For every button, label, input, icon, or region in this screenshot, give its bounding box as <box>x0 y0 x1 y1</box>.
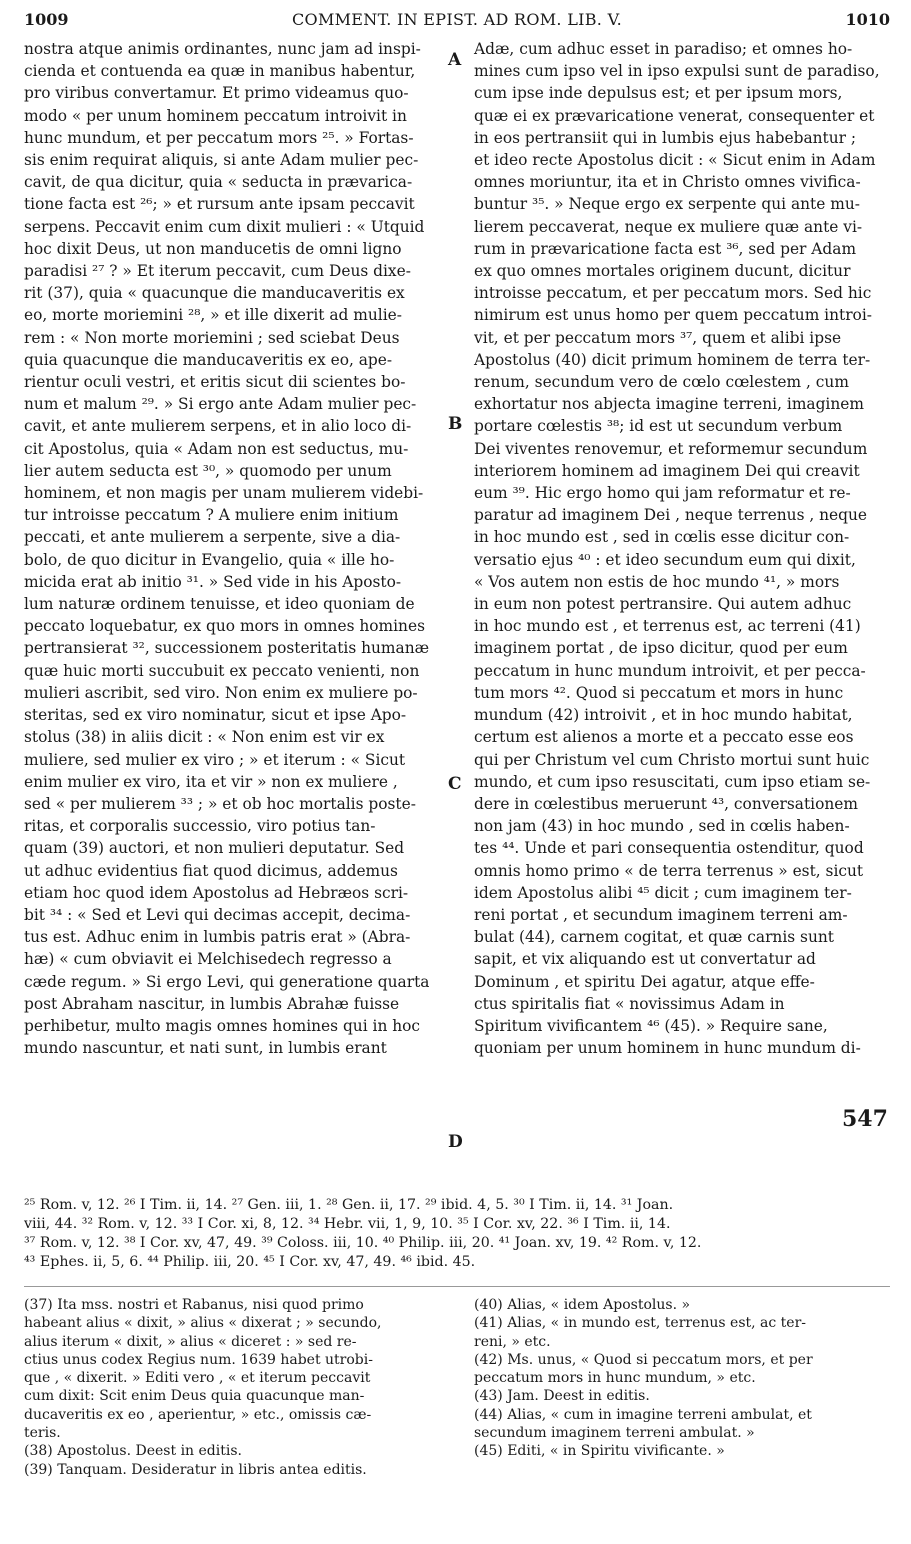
page-number-right: 1010 <box>845 10 890 29</box>
margin-marker-c: C <box>448 774 462 794</box>
main-column-left: nostra atque animis ordinantes, nunc jam ad inspi- cienda et contuenda ea quæ in manibus habentur, pro viribus convertamur. Et primo videamus quo- modo « per unum hominem peccatum introivit in hunc mundum, et per peccatum mors ²⁵. » Fortas- sis enim requirat aliquis, si ante Adam mulier pec- cavit, de qua dicitur, quia « seducta in prævarica- tione facta est ²⁶; » et rursum ante ipsam peccavit serpens. Peccavit enim cum dixit mulieri : « Utquid hoc dixit Deus, ut non manducetis de omni ligno paradisi ²⁷ ? » Et iterum peccavit, cum Deus dixe- rit (37), quia « quacunque die manducaveritis ex eo, morte moriemini ²⁸, » et ille dixerit ad mulie- rem : « Non morte moriemini ; sed sciebat Deus quia quacunque die manducaveritis ex eo, ape- rientur oculi vestri, et eritis sicut dii scientes bo- num et malum ²⁹. » Si ergo ante Adam mulier pec- cavit, et ante mulierem serpens, et in alio loco di- cit Apostolus, quia « Adam non est seductus, mu- lier autem seducta est ³⁰, » quomodo per unum hominem, et non magis per unam mulierem videbi- tur introisse peccatum ? A muliere enim initium peccati, et ante mulierem a serpente, sive a dia- bolo, de quo dicitur in Evangelio, quia « ille ho- micida erat ab initio ³¹. » Sed vide in his Aposto- lum naturæ ordinem tenuisse, et ideo quoniam de peccato loquebatur, ex quo mors in omnes homines pertransierat ³², successionem posteritatis humanæ quæ huic morti succubuit ex peccato venienti, non mulieri ascribit, sed viro. Non enim ex muliere po- steritas, sed ex viro nominatur, sicut et ipse Apo- stolus (38) in aliis dicit : « Non enim est vir ex muliere, sed mulier ex viro ; » et iterum : « Sicut enim mulier ex viro, ita et vir » non ex muliere , sed « per mulierem ³³ ; » et ob hoc mortalis poste- ritas, et corporalis successio, viro potius tan- quam (39) auctori, et non mulieri deputatur. Sed ut adhuc evidentius fiat quod dicimus, addemus etiam hoc quod idem Apostolus ad Hebræos scri- bit ³⁴ : « Sed et Levi qui decimas accepit, decima- tus est. Adhuc enim in lumbis patris erat » (Abra- hæ) « cum obviavit ei Melchisedech regresso a cæde regum. » Si ergo Levi, qui generatione quarta post Abraham nascitur, in lumbis Abrahæ fuisse perhibetur, multo magis omnes homines qui in hoc mundo nascuntur, et nati sunt, in lumbis erant <box>24 40 430 1058</box>
editorial-notes-right: (40) Alias, « idem Apostolus. » (41) Alias, « in mundo est, terrenus est, ac ter- reni, » etc. (42) Ms. unus, « Quod si peccatum mors, et per peccatum mors in hunc mundum, » etc. (43) Jam. Deest in editis. (44) Alias, « cum in imagine terreni ambulat, et secundum imaginem terreni ambulat. » (45) Editi, « in Spiritu vivificante. » <box>474 1297 813 1460</box>
margin-page-number: 547 <box>842 1106 888 1132</box>
margin-marker-d: D <box>448 1132 463 1152</box>
editorial-notes-left: (37) Ita mss. nostri et Rabanus, nisi quod primo habeant alius « dixit, » alius « dixerat ; » secundo, alius iterum « dixit, » alius « diceret : » sed re- ctius unus codex Regius num. 1639 habet utrobi- que , « dixerit. » Editi vero , « et iterum peccavit cum dixit: Scit enim Deus quia quacunque man- ducaveritis ex eo , aperientur, » etc., omissis cæ- teris. (38) Apostolus. Deest in editis. (39) Tanquam. Desideratur in libris antea editis. <box>24 1297 382 1478</box>
page-number-left: 1009 <box>24 10 69 29</box>
running-header <box>24 8 890 34</box>
main-column-right: Adæ, cum adhuc esset in paradiso; et omnes ho- mines cum ipso vel in ipso expulsi sunt de paradiso, cum ipse inde depulsus est; et per ipsum mors, quæ ei ex prævaricatione venerat, consequenter et in eos pertransiit qui in lumbis ejus habebantur ; et ideo recte Apostolus dicit : « Sicut enim in Adam omnes moriuntur, ita et in Christo omnes vivifica- buntur ³⁵. » Neque ergo ex serpente qui ante mu- lierem peccaverat, neque ex muliere quæ ante vi- rum in prævaricatione facta est ³⁶, sed per Adam ex quo omnes mortales originem ducunt, dicitur introisse peccatum, et per peccatum mors. Sed hic nimirum est unus homo per quem peccatum introi- vit, et per peccatum mors ³⁷, quem et alibi ipse Apostolus (40) dicit primum hominem de terra ter- renum, secundum vero de cœlo cœlestem , cum exhortatur nos abjecta imagine terreni, imaginem portare cœlestis ³⁸; id est ut secundum verbum Dei viventes renovemur, et reformemur secundum interiorem hominem ad imaginem Dei qui creavit eum ³⁹. Hic ergo homo qui jam reformatur et re- paratur ad imaginem Dei , neque terrenus , neque in hoc mundo est , sed in cœlis esse dicitur con- versatio ejus ⁴⁰ : et ideo secundum eum qui dixit, « Vos autem non estis de hoc mundo ⁴¹, » mors in eum non potest pertransire. Qui autem adhuc in hoc mundo est , et terrenus est, ac terreni (41) imaginem portat , de ipso dicitur, quod per eum peccatum in hunc mundum introivit, et per pecca- tum mors ⁴². Quod si peccatum et mors in hunc mundum (42) introivit , et in hoc mundo habitat, certum est alienos a morte et a peccato esse eos qui per Christum vel cum Christo mortui sunt huic mundo, et cum ipso resuscitati, cum ipso etiam se- dere in cœlestibus meruerunt ⁴³, conversationem non jam (43) in hoc mundo , sed in cœlis haben- tes ⁴⁴. Unde et pari consequentia ostenditur, quod omnis homo primo « de terra terrenus » est, sicut idem Apostolus alibi ⁴⁵ dicit ; cum imaginem ter- reni portat , et secundum imaginem terreni am- bulat (44), carnem cogitat, et quæ carnis sunt sapit, et vix aliquando est ut convertatur ad Dominum , et spiritu Dei agatur, atque effe- ctus spiritalis fiat « novissimus Adam in Spiritum vivificantem ⁴⁶ (45). » Require sane, quoniam per unum hominem in hunc mundum di- <box>474 40 880 1058</box>
margin-marker-b: B <box>448 414 463 434</box>
scripture-references: ²⁵ Rom. v, 12. ²⁶ I Tim. ii, 14. ²⁷ Gen. iii, 1. ²⁸ Gen. ii, 17. ²⁹ ibid. 4, 5. ³⁰ I Tim. ii, 14. ³¹ Joan. viii, 44. ³² Rom. v, 12. ³³ I Cor. xi, 8, 12. ³⁴ Hebr. vii, 1, 9, 10. ³⁵ I Cor. xv, 22. ³⁶ I Tim. ii, 14. ³⁷ Rom. v, 12. ³⁸ I Cor. xv, 47, 49. ³⁹ Coloss. iii, 10. ⁴⁰ Philip. iii, 20. ⁴¹ Joan. xv, 19. ⁴² Rom. v, 12. ⁴³ Ephes. ii, 5, 6. ⁴⁴ Philip. iii, 20. ⁴⁵ I Cor. xv, 47, 49. ⁴⁶ ibid. 45. <box>24 1197 702 1270</box>
notes-divider <box>24 1286 890 1287</box>
margin-marker-a: A <box>448 50 462 70</box>
running-title: COMMENT. IN EPIST. AD ROM. LIB. V. <box>291 10 623 29</box>
